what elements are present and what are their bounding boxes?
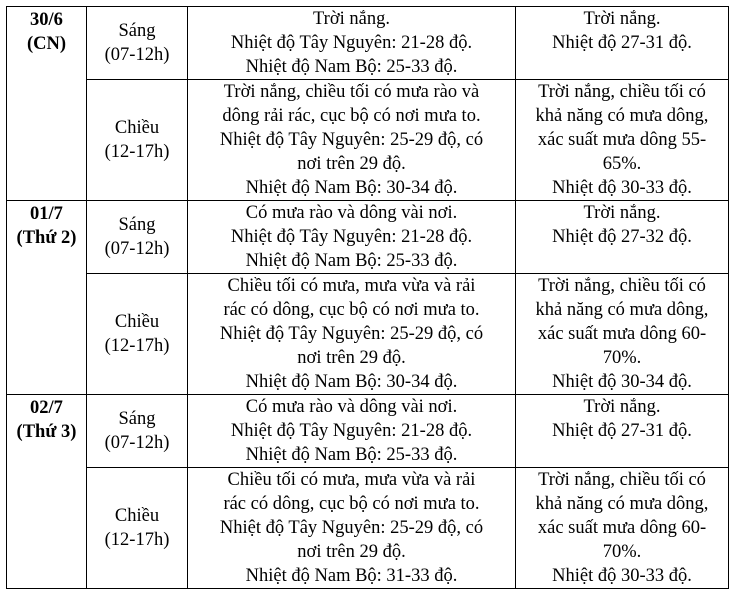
forecast-line: Có mưa rào và dông vài nơi. — [245, 203, 458, 223]
forecast-line: nơi trên 29 độ. — [297, 542, 406, 562]
forecast-line: Chiều tối có mưa, mưa vừa và rải — [227, 470, 476, 490]
date-cell — [7, 395, 87, 589]
forecast-line: khả năng có mưa dông, — [535, 494, 709, 514]
date-cell — [7, 7, 87, 201]
region1-forecast-cell — [188, 395, 516, 468]
weather-forecast-table — [6, 6, 729, 589]
forecast-line: Có mưa rào và dông vài nơi. — [245, 397, 458, 417]
region2-forecast-cell — [516, 274, 729, 395]
forecast-line: Nhiệt độ 27-31 độ. — [552, 421, 692, 441]
forecast-line: Nhiệt độ 30-33 độ. — [552, 178, 692, 198]
region1-forecast-cell — [188, 274, 516, 395]
forecast-line: Chiều tối có mưa, mưa vừa và rải — [227, 276, 476, 296]
weekday-label: (Thứ 2) — [16, 228, 77, 248]
forecast-line: Nhiệt độ Tây Nguyên: 25-29 độ, có — [219, 518, 484, 538]
forecast-line: xác suất mưa dông 60- — [537, 518, 707, 538]
forecast-line: Nhiệt độ Tây Nguyên: 21-28 độ. — [230, 33, 473, 53]
region2-forecast-cell — [516, 7, 729, 80]
period-hours: (07-12h) — [104, 45, 170, 65]
region2-forecast-cell — [516, 201, 729, 274]
period-cell — [87, 274, 188, 395]
forecast-line: Nhiệt độ 27-31 độ. — [552, 33, 692, 53]
forecast-line: nơi trên 29 độ. — [297, 154, 406, 174]
region1-forecast-cell — [188, 201, 516, 274]
region2-forecast-cell — [516, 80, 729, 201]
date-label: 01/7 — [30, 204, 63, 224]
table-row — [7, 201, 729, 274]
forecast-line: 70%. — [602, 348, 642, 368]
forecast-line: Nhiệt độ 30-34 độ. — [552, 372, 692, 392]
forecast-line: Nhiệt độ 27-32 độ. — [552, 227, 692, 247]
period-name: Sáng — [118, 409, 156, 429]
forecast-line: Nhiệt độ Nam Bộ: 30-34 độ. — [245, 372, 458, 392]
forecast-line: Trời nắng, chiều tối có — [538, 470, 706, 490]
period-hours: (12-17h) — [104, 336, 170, 356]
forecast-line: 70%. — [602, 542, 642, 562]
forecast-line: Trời nắng. — [583, 9, 661, 29]
forecast-line: Nhiệt độ Tây Nguyên: 21-28 độ. — [230, 227, 473, 247]
forecast-line: Nhiệt độ Tây Nguyên: 21-28 độ. — [230, 421, 473, 441]
forecast-line: khả năng có mưa dông, — [535, 300, 709, 320]
period-name: Chiều — [114, 506, 160, 526]
forecast-line: dông rải rác, cục bộ có nơi mưa to. — [222, 106, 481, 126]
date-label: 30/6 — [30, 10, 63, 30]
forecast-line: Trời nắng, chiều tối có mưa rào và — [223, 82, 480, 102]
period-hours: (12-17h) — [104, 142, 170, 162]
period-name: Sáng — [118, 215, 156, 235]
forecast-line: rác có dông, cục bộ có nơi mưa to. — [223, 300, 480, 320]
region2-forecast-cell — [516, 395, 729, 468]
weekday-label: (Thứ 3) — [16, 422, 77, 442]
forecast-line: Trời nắng. — [583, 397, 661, 417]
table-row — [7, 274, 729, 395]
date-label: 02/7 — [30, 398, 63, 418]
table-row — [7, 7, 729, 80]
forecast-line: nơi trên 29 độ. — [297, 348, 406, 368]
period-cell — [87, 80, 188, 201]
forecast-line: rác có dông, cục bộ có nơi mưa to. — [223, 494, 480, 514]
forecast-line: Trời nắng, chiều tối có — [538, 276, 706, 296]
region1-forecast-cell — [188, 80, 516, 201]
forecast-line: Trời nắng. — [583, 203, 661, 223]
table-row — [7, 395, 729, 468]
forecast-line: Trời nắng. — [313, 9, 390, 29]
period-cell — [87, 468, 188, 589]
date-cell — [7, 201, 87, 395]
region2-forecast-cell — [516, 468, 729, 589]
forecast-line: Nhiệt độ Nam Bộ: 25-33 độ. — [245, 445, 458, 465]
region1-forecast-cell — [188, 7, 516, 80]
forecast-line: 65%. — [602, 154, 642, 174]
table-row — [7, 80, 729, 201]
period-name: Chiều — [114, 118, 160, 138]
period-cell — [87, 7, 188, 80]
forecast-line: Nhiệt độ Nam Bộ: 31-33 độ. — [245, 566, 458, 586]
region1-forecast-cell — [188, 468, 516, 589]
period-hours: (07-12h) — [104, 433, 170, 453]
forecast-line: khả năng có mưa dông, — [535, 106, 709, 126]
forecast-line: Nhiệt độ 30-33 độ. — [552, 566, 692, 586]
period-hours: (12-17h) — [104, 530, 170, 550]
forecast-line: Nhiệt độ Tây Nguyên: 25-29 độ, có — [219, 324, 484, 344]
period-hours: (07-12h) — [104, 239, 170, 259]
forecast-line: xác suất mưa dông 55- — [537, 130, 707, 150]
forecast-line: Nhiệt độ Nam Bộ: 30-34 độ. — [245, 178, 458, 198]
forecast-line: Nhiệt độ Nam Bộ: 25-33 độ. — [245, 251, 458, 271]
forecast-line: xác suất mưa dông 60- — [537, 324, 707, 344]
weekday-label: (CN) — [26, 34, 67, 54]
period-name: Chiều — [114, 312, 160, 332]
table-row — [7, 468, 729, 589]
period-name: Sáng — [118, 21, 156, 41]
period-cell — [87, 395, 188, 468]
forecast-line: Trời nắng, chiều tối có — [538, 82, 706, 102]
forecast-line: Nhiệt độ Nam Bộ: 25-33 độ. — [245, 57, 458, 77]
period-cell — [87, 201, 188, 274]
forecast-line: Nhiệt độ Tây Nguyên: 25-29 độ, có — [219, 130, 484, 150]
